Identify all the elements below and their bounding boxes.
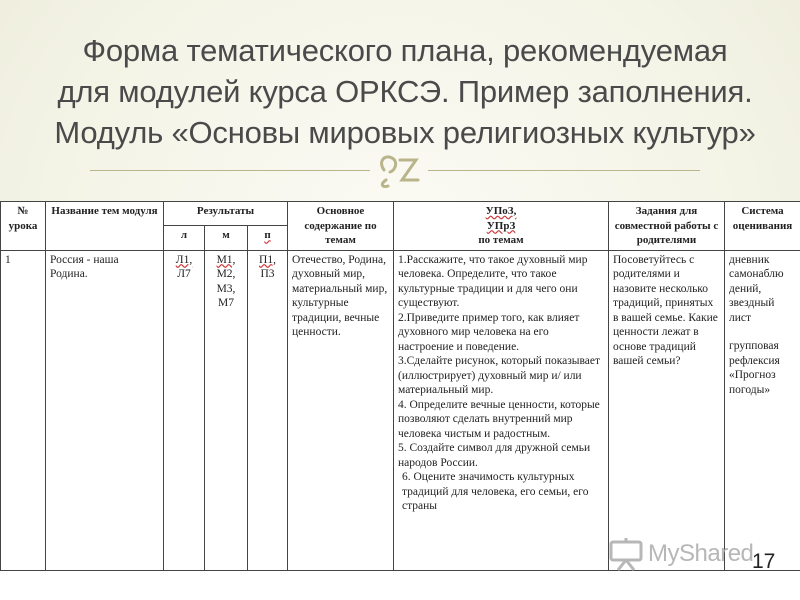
table-row [1,250,800,570]
header-results-m: м [205,226,248,250]
slide-title [40,30,770,153]
page-number: 17 [752,550,776,573]
header-parent-tasks: Задания для совместной работы с родителями [609,202,725,251]
cell-results-l-2: Л7 [177,268,191,280]
cell-results-l-1: Л1, [175,253,193,266]
cell-assessment-system [725,250,800,570]
header-upoz-line-2: УПрЗ [486,219,516,232]
header-row-1 [1,202,800,226]
cell-parent-tasks: Посоветуйтесь с родителями и назовите несколько традиций, принятых в вашей семье. Какие ценности лежат в основе традиций вашей семьи? [609,250,725,570]
cell-results-l [164,250,205,570]
header-content: Основное содержание по темам [288,202,394,251]
header-lesson-number: № урока [1,202,46,251]
header-results-p-label: п [264,229,271,242]
title-line-2: для модулей курса ОРКСЭ. Пример заполнения. [57,74,753,109]
header-results: Результаты [164,202,288,226]
upoz-item: 5. Создайте символ для дружной семьи народов России. [398,442,591,469]
cell-lesson-number: 1 [1,250,46,570]
flourish-ornament-icon [374,150,424,190]
cell-results-p-2: П3 [260,268,275,280]
cell-results-p [248,250,288,570]
header-upoz [394,202,609,251]
cell-results-m-1: М1, [216,253,236,266]
title-divider-left [90,170,370,171]
header-upoz-line-1: УПоЗ, [485,205,517,217]
header-upoz-line-3: по темам [478,234,524,246]
upoz-item: 2.Приведите пример того, как влияет духовного мир человека на его настроение и поведение. [398,311,580,353]
assessment-item-2: групповая рефлексия «Прогноз погоды» [729,340,780,396]
thematic-plan-table [0,201,800,571]
cell-results-m [205,250,248,570]
header-topic-name: Название тем модуля [46,202,164,251]
cell-results-m-4: М7 [218,297,234,309]
cell-results-m-2: М2, [216,268,236,280]
cell-results-m-3: М3, [216,282,236,295]
header-assessment-system: Система оценивания [725,202,800,251]
cell-results-p-1: П1, [259,253,276,266]
title-divider-right [428,170,700,171]
upoz-item: 6. Оцените значимость культурных традиций для человека, его семьи, его страны [402,471,589,512]
title-line-1: Форма тематического плана, рекомендуемая [82,33,728,68]
upoz-item: 4. Определите вечные ценности, которые позволяют сделать внутренний мир человека чистым и радостным. [398,398,600,440]
cell-topic-name: Россия - наша Родина. [46,250,164,570]
cell-content: Отечество, Родина, духовный мир, материальный мир, культурные традиции, вечные ценности. [288,250,394,570]
myshared-watermark [606,535,776,575]
presentation-board-icon [608,538,644,572]
title-line-3: Модуль «Основы мировых религиозных культур» [54,115,756,150]
header-results-l: л [164,226,205,250]
upoz-item: 3.Сделайте рисунок, который показывает (иллюстрирует) духовный мир и/ или материальный мир. [398,355,601,396]
header-results-p [248,226,288,250]
assessment-item-1: дневник самонаблю дений, звездный лист [729,253,784,324]
cell-upoz [394,250,609,570]
upoz-item: 1.Расскажите, что такое духовный мир человека. Определите, что такое культурные традиции и для чего они существуют. [398,253,588,309]
watermark-text: MyShared [648,540,754,567]
